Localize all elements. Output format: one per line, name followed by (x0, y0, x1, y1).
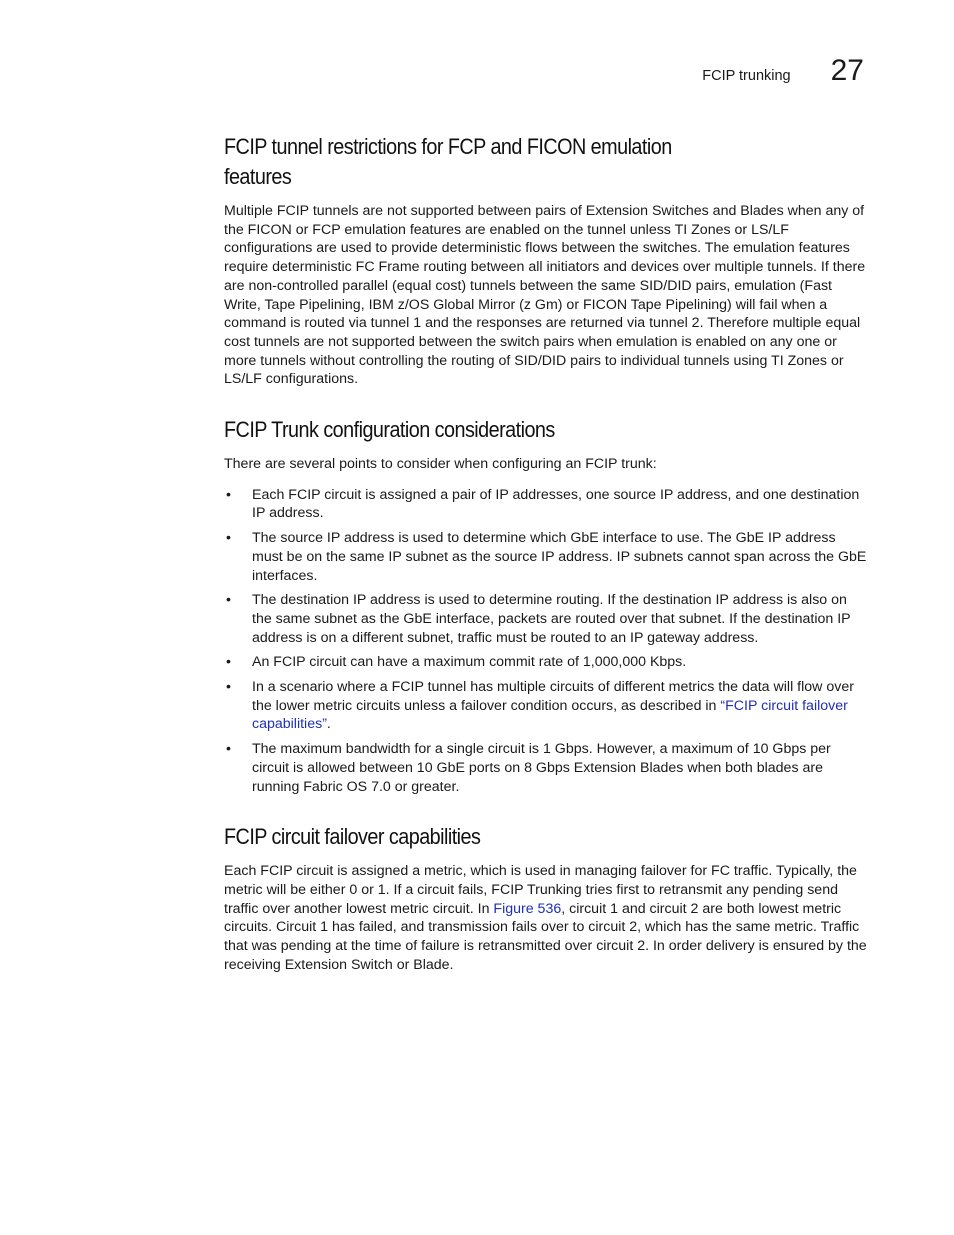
bullet-icon: • (226, 679, 231, 696)
bullet-icon: • (226, 530, 231, 547)
list-item-text-after-link: . (326, 716, 331, 733)
bullet-icon: • (226, 741, 231, 758)
section-heading: FCIP Trunk configuration considerations (224, 417, 555, 443)
section-trunk-considerations (224, 415, 870, 796)
list-item-text: The maximum bandwidth for a single circuit is 1 Gbps. However, a maximum of 10 Gbps per circuit is allowed between 10 GbE ports on 8 Gbps Extension Blades when both blades are running Fabric OS 7.0 or greater. (252, 741, 831, 795)
section-tunnel-restrictions (224, 132, 870, 389)
section-heading: FCIP tunnel restrictions for FCP and FICON emulation features (224, 134, 672, 189)
section-intro: There are several points to consider when configuring an FCIP trunk: (224, 456, 657, 473)
section-circuit-failover (224, 822, 870, 974)
section-paragraph (224, 862, 870, 974)
page-content (224, 132, 870, 1001)
list-item (224, 653, 870, 672)
list-item-text-before-link: In a scenario where a FCIP tunnel has multiple circuits of different metrics the data will flow over the lower metric circuits unless a failover condition occurs, as described in (252, 679, 854, 714)
paragraph-text-before-link: Each FCIP circuit is assigned a metric, which is used in managing failover for FC traffic. Typically, the metric will be either 0 or 1. If a circuit fails, FCIP Trunking tries first to retransmit any pending send traffic over another lowest metric circuit. In (224, 863, 857, 917)
list-item-text: Each FCIP circuit is assigned a pair of IP addresses, one source IP address, and one destination IP address. (252, 486, 860, 522)
running-header-title: FCIP trunking (702, 68, 791, 84)
list-item-text: The source IP address is used to determine which GbE interface to use. The GbE IP address must be on the same IP subnet as the source IP address. IP subnets cannot span across the GbE interfaces. (252, 530, 867, 584)
list-item-text: An FCIP circuit can have a maximum commit rate of 1,000,000 Kbps. (252, 654, 687, 671)
chapter-number: 27 (830, 54, 864, 87)
page-header (702, 56, 864, 86)
paragraph-text-after-link: , circuit 1 and circuit 2 are both lowest metric circuits. Circuit 1 has failed, and transmission fails over to circuit 2, which has the same metric. Traffic that was pending at the time of failure is retransmitted over circuit 2. In order delivery is ensured by the receiving Extension Switch or Blade. (224, 900, 867, 973)
list-item (224, 486, 870, 523)
list-item-text: The destination IP address is used to determine routing. If the destination IP address is also on the same subnet as the GbE interface, packets are routed over that subnet. If the destination IP address is on a different subnet, traffic must be routed to an IP gateway address. (252, 592, 851, 646)
bullet-icon: • (226, 486, 231, 503)
bullet-icon: • (226, 592, 231, 609)
bullet-list (224, 486, 870, 797)
list-item (224, 529, 870, 585)
list-item (224, 678, 870, 734)
bullet-icon: • (226, 654, 231, 671)
section-paragraph: Multiple FCIP tunnels are not supported between pairs of Extension Switches and Blades when any of the FICON or FCP emulation features are enabled on the tunnel unless TI Zones or LS/LF configurations are used to provide deterministic flows between the switches. The emulation features require deterministic FC Frame routing between all initiators and devices over multiple tunnels. If there are non-controlled parallel (equal cost) tunnels between the same SID/DID pairs, emulation (Fast Write, Tape Pipelining, IBM z/OS Global Mirror (z Gm) or FICON Tape Pipelining) will fail when a command is routed via tunnel 1 and the responses are returned via tunnel 2. Therefore multiple equal cost tunnels are not supported between the switch pairs when emulation is enabled on any one or more tunnels without controlling the routing of SID/DID pairs to individual tunnels using TI Zones or LS/LF configurations. (224, 203, 866, 388)
figure-reference-link[interactable]: Figure 536 (493, 900, 562, 917)
section-heading: FCIP circuit failover capabilities (224, 824, 481, 850)
cross-reference-link[interactable]: “FCIP circuit failover capabilities” (252, 697, 848, 733)
list-item (224, 740, 870, 796)
list-item (224, 591, 870, 647)
